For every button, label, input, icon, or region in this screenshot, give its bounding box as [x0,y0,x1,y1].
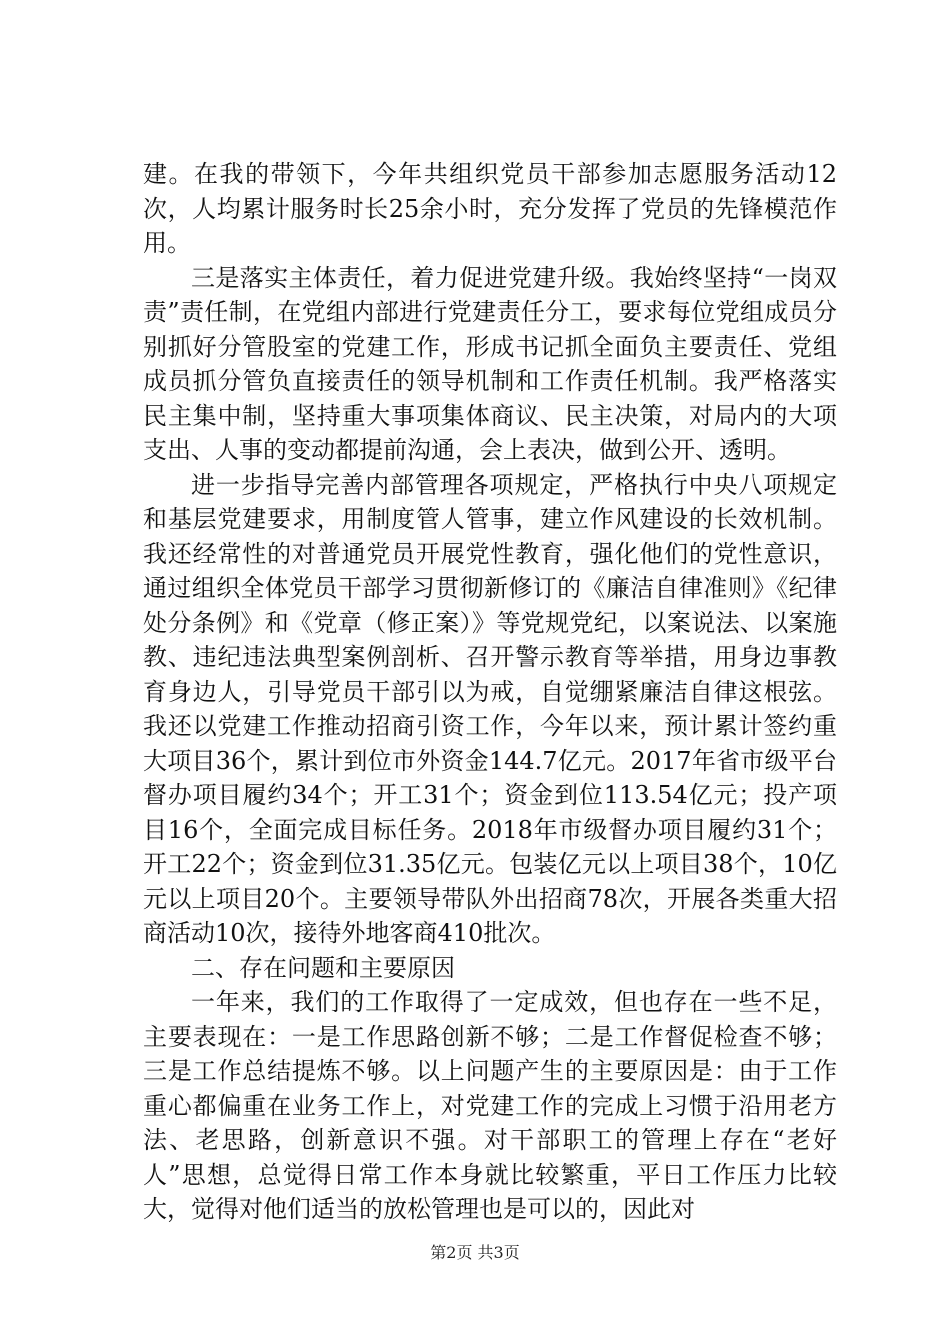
document-body [143,157,837,1227]
paragraph-continuation: 建。在我的带领下，今年共组织党员干部参加志愿服务活动12次，人均累计服务时长25余小时，充分发挥了党员的先锋模范作用。 [143,160,837,257]
page-number-footer: 第2页 共3页 [430,1243,520,1262]
paragraph-internal-management: 进一步指导完善内部管理各项规定，严格执行中央八项规定和基层党建要求，用制度管人管事，建立作风建设的长效机制。我还经常性的对普通党员开展党性教育，强化他们的党性意识，通过组织全体党员干部学习贯彻新修订的《廉洁自律准则》《纪律处分条例》和《党章（修正案）》等党规党纪，以案说法、以案施教、违纪违法典型案例剖析、召开警示教育等举措，用身边事教育身边人，引导党员干部引以为戒，自觉绷紧廉洁自律这根弦。我还以党建工作推动招商引资工作，今年以来，预计累计签约重大项目36个，累计到位市外资金144.7亿元。2017年省市级平台督办项目履约34个；开工31个；资金到位113.54亿元；投产项目16个，全面完成目标任务。2018年市级督办项目履约31个；开工22个；资金到位31.35亿元。包装亿元以上项目38个，10亿元以上项目20个。主要领导带队外出招商78次，开展各类重大招商活动10次，接待外地客商410批次。 [143,470,837,947]
section-heading-problems: 二、存在问题和主要原因 [191,953,455,982]
paragraph-main-responsibility: 三是落实主体责任，着力促进党建升级。我始终坚持“一岗双责”责任制，在党组内部进行党建责任分工，要求每位党组成员分别抓好分管股室的党建工作，形成书记抓全面负主要责任、党组成员抓分管负直接责任的领导机制和工作责任机制。我严格落实民主集中制，坚持重大事项集体商议、民主决策，对局内的大项支出、人事的变动都提前沟通，会上表决，做到公开、透明。 [143,263,837,464]
paragraph-problems-causes: 一年来，我们的工作取得了一定成效，但也存在一些不足，主要表现在：一是工作思路创新不够；二是工作督促检查不够；三是工作总结提炼不够。以上问题产生的主要原因是：由于工作重心都偏重在业务工作上，对党建工作的完成上习惯于沿用老方法、老思路，创新意识不强。对干部职工的管理上存在“老好人”思想，总觉得日常工作本身就比较繁重，平日工作压力比较大，觉得对他们适当的放松管理也是可以的，因此对 [143,988,837,1223]
